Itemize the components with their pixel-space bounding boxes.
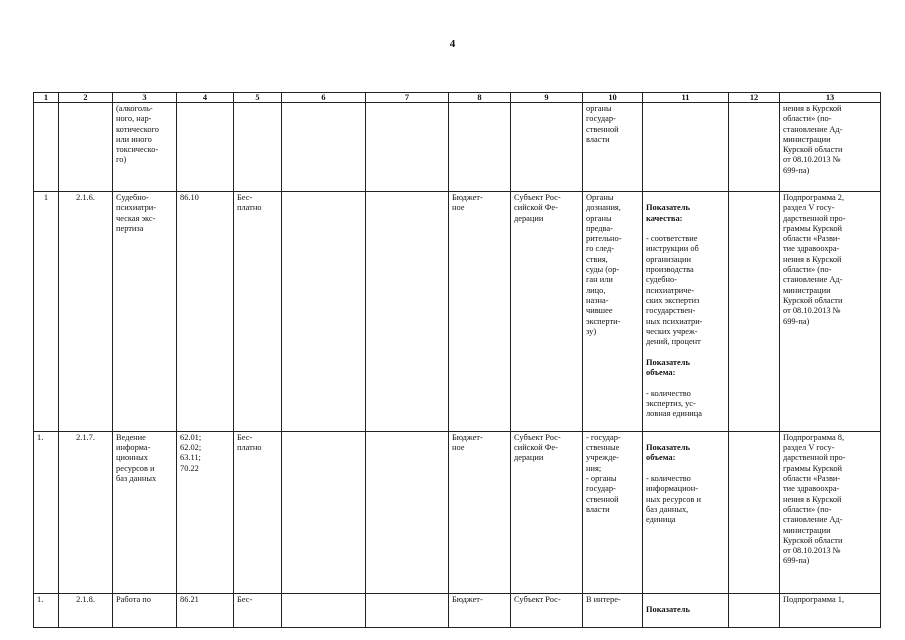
payment-cell: Бес- платно	[234, 431, 282, 593]
payment-cell: Бес- платно	[234, 192, 282, 432]
okved-cell: 86.10	[177, 192, 234, 432]
header-cell: 5	[234, 93, 282, 103]
indicator-label: Показатель	[646, 605, 690, 615]
institution-type-cell: Бюджет- ное	[449, 192, 511, 432]
header-cell: 8	[449, 93, 511, 103]
level-cell	[511, 103, 583, 192]
volume-indicator-label: Показатель объема:	[646, 443, 690, 463]
indicators-cell	[643, 431, 729, 593]
column-7-cell	[366, 593, 449, 627]
institution-type-cell	[449, 103, 511, 192]
header-cell: 11	[643, 93, 729, 103]
volume-indicator-label: Показатель объема:	[646, 357, 690, 378]
service-name-cell: Судебно- психиатри- ческая экс- пертиза	[113, 192, 177, 432]
header-cell: 9	[511, 93, 583, 103]
table-row	[34, 431, 881, 593]
column-12-cell	[729, 192, 780, 432]
column-12-cell	[729, 103, 780, 192]
header-cell: 12	[729, 93, 780, 103]
code-cell: 2.1.8.	[59, 593, 113, 627]
column-7-cell	[366, 431, 449, 593]
column-12-cell	[729, 593, 780, 627]
okved-cell: 62.01; 62.02; 63.11; 70.22	[177, 431, 234, 593]
payment-cell	[234, 103, 282, 192]
column-7-cell	[366, 103, 449, 192]
row-number-cell: 1.	[34, 593, 59, 627]
code-cell: 2.1.6.	[59, 192, 113, 432]
row-number-cell: 1.	[34, 431, 59, 593]
column-6-cell	[282, 103, 366, 192]
column-7-cell	[366, 192, 449, 432]
quality-indicator-label: Показатель качества:	[646, 203, 690, 223]
institution-type-cell: Бюджет-	[449, 593, 511, 627]
page-number: 4	[449, 38, 456, 50]
consumers-cell: - государ- ственные учрежде- ния; - органы государ- ственной власти	[583, 431, 643, 593]
row-number-cell	[34, 103, 59, 192]
indicators-cell	[643, 103, 729, 192]
consumers-cell: Органы дознания, органы предва- рительно- го след- ствия, суды (ор- ган или лицо, назна- чившее эксперти- зу)	[583, 192, 643, 432]
header-row	[34, 93, 881, 103]
basis-cell: Подпрограмма 8, раздел V госу- дарственной про- граммы Курской области «Разви- тие здравоохра- нения в Курской области» (по- становление Ад- министрации Курской области от 08.10.2013 № 699-па)	[780, 431, 881, 593]
services-table	[33, 92, 881, 628]
basis-cell: нения в Курской области» (по- становление Ад- министрации Курской области от 08.10.2013 № 699-па)	[780, 103, 881, 192]
code-cell	[59, 103, 113, 192]
header-cell: 2	[59, 93, 113, 103]
header-cell: 4	[177, 93, 234, 103]
consumers-cell: В интере-	[583, 593, 643, 627]
basis-cell: Подпрограмма 2, раздел V госу- дарственной про- граммы Курской области «Разви- тие здравоохра- нения в Курской области» (по- становление Ад- министрации Курской области от 08.10.2013 № 699-па)	[780, 192, 881, 432]
volume-indicator-text: - количество экспертиз, ус- ловная единица	[646, 388, 702, 419]
okved-cell: 86.21	[177, 593, 234, 627]
indicators-cell	[643, 192, 729, 432]
code-cell: 2.1.7.	[59, 431, 113, 593]
level-cell: Субъект Рос-	[511, 593, 583, 627]
level-cell: Субъект Рос- сийской Фе- дерации	[511, 192, 583, 432]
column-6-cell	[282, 593, 366, 627]
header-cell: 7	[366, 93, 449, 103]
header-cell: 1	[34, 93, 59, 103]
level-cell: Субъект Рос- сийской Фе- дерации	[511, 431, 583, 593]
column-6-cell	[282, 192, 366, 432]
header-cell: 3	[113, 93, 177, 103]
consumers-cell: органы государ- ственной власти	[583, 103, 643, 192]
indicators-cell	[643, 593, 729, 627]
quality-indicator-text: - соответствие инструкции об организации производства судебно- психиатриче- ских экспертиз государствен- ных психиатри- ческих учреж- дений, процент	[646, 234, 703, 347]
volume-indicator-text: - количество информацион- ных ресурсов и баз данных, единица	[646, 474, 701, 525]
table-row	[34, 103, 881, 192]
header-cell: 13	[780, 93, 881, 103]
table-row	[34, 192, 881, 432]
service-name-cell: Ведение информа- ционных ресурсов и баз данных	[113, 431, 177, 593]
header-cell: 6	[282, 93, 366, 103]
column-6-cell	[282, 431, 366, 593]
column-12-cell	[729, 431, 780, 593]
okved-cell	[177, 103, 234, 192]
table-row	[34, 593, 881, 627]
basis-cell: Подпрограмма 1,	[780, 593, 881, 627]
service-name-cell: Работа по	[113, 593, 177, 627]
payment-cell: Бес-	[234, 593, 282, 627]
row-number-cell: 1	[34, 192, 59, 432]
institution-type-cell: Бюджет- ное	[449, 431, 511, 593]
header-cell: 10	[583, 93, 643, 103]
service-name-cell: (алкоголь- ного, нар- котического или иного токсическо- го)	[113, 103, 177, 192]
